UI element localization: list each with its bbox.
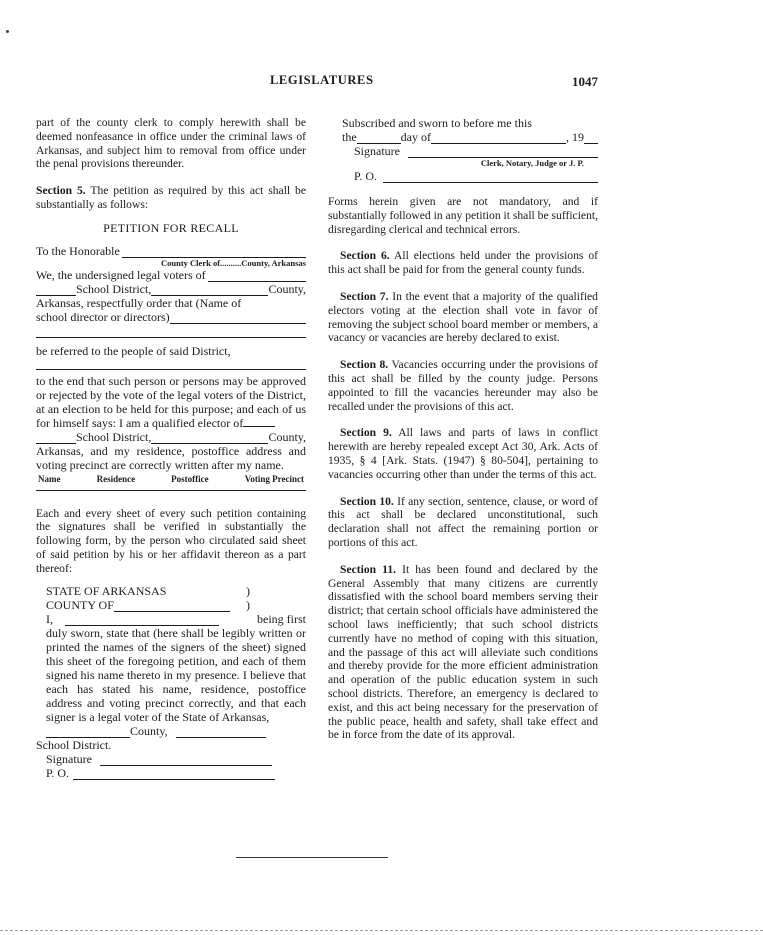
paragraph-county-clerk: part of the county clerk to comply herewith shall be deemed nonfeasance in office under the criminal laws of Arkansas, and subject him to removal from office under the penal provisions thereunder. xyxy=(36,116,306,171)
we-the-row xyxy=(36,268,306,282)
elector-blank xyxy=(243,417,275,427)
petition-title: PETITION FOR RECALL xyxy=(103,220,239,235)
paragraph-verification: Each and every sheet of every such petition containing the signatures shall be verified in substantially the following form, by the person who circulated said sheet of said petition by his or her affidavit thereon as a part thereof: xyxy=(36,506,306,575)
bracket-1: ) xyxy=(246,583,250,598)
elector-text-body: to the end that such person or persons may be approved or rejected by the vote of the legal voters of the District, at an election to be held for this purpose; and each of us for himself says: I am a qualified elector of xyxy=(36,373,306,430)
right-po-row xyxy=(328,169,598,183)
state-label: STATE OF ARKANSAS xyxy=(46,583,167,598)
signature-columns xyxy=(36,472,306,486)
we-the-label: We, the undersigned legal voters of xyxy=(36,267,206,282)
referred-text: be referred to the people of said District, xyxy=(36,343,231,358)
affiant-blank xyxy=(65,616,219,626)
scan-speck xyxy=(6,30,9,33)
the-label: the xyxy=(342,130,357,144)
left-po-label: P. O. xyxy=(46,765,70,780)
right-column xyxy=(328,116,598,742)
section-6-label: Section 6. xyxy=(340,249,390,263)
jurat-form xyxy=(328,116,598,183)
i-row xyxy=(46,612,306,626)
section-6 xyxy=(328,249,598,277)
left-column xyxy=(36,116,306,780)
left-signature-blank xyxy=(100,756,272,766)
director-label: school director or directors) xyxy=(36,309,170,324)
running-header: LEGISLATURES xyxy=(270,73,374,87)
section-5-label: Section 5. xyxy=(36,184,86,198)
order-text: Arkansas, respectfully order that (Name of xyxy=(36,295,242,310)
date-row xyxy=(328,130,598,144)
to-the-honorable-row xyxy=(36,244,306,258)
school-district-row xyxy=(36,282,306,296)
left-signature-row xyxy=(46,752,306,766)
honorable-blank xyxy=(122,248,306,258)
section-10-label: Section 10. xyxy=(340,494,394,508)
school-district-3: School District. xyxy=(36,737,112,752)
day-of-label: day of xyxy=(400,130,431,144)
director-blank xyxy=(170,314,306,324)
section-7-label: Section 7. xyxy=(340,289,389,303)
section-6-text: All elections held under the provisions of this act shall be paid for from the general county funds. xyxy=(328,249,598,277)
day-blank xyxy=(357,134,401,144)
month-blank xyxy=(431,134,566,144)
district-blank xyxy=(36,286,76,296)
scan-edge xyxy=(0,930,763,931)
left-po-row xyxy=(46,766,306,780)
county-label-3: County, xyxy=(130,723,168,738)
left-signature-label: Signature xyxy=(46,751,92,766)
school-district-label: School District, xyxy=(76,281,152,296)
col-voting-precinct: Voting Precinct xyxy=(244,473,304,484)
footer-rule xyxy=(236,857,388,858)
right-signature-label: Signature xyxy=(354,144,400,158)
section-5-text: The petition as required by this act shall be substantially as follows: xyxy=(36,184,306,211)
section-11-text: It has been found and declared by the General Assembly that many citizens are currently dissatisfied with the school board members serving their district; that certain school officials have administered the school laws inefficiently; that such school districts currently have no method of coping with this situation, and the passage of this act will alleviate such conditions and thereby provide for the more efficient administration and operation of the public education system in such school districts. Therefore, an emergency is declared to exist, and this act being necessary for the preservation of the public peace, health and safety, shall take effect and be in force from the date of its approval. xyxy=(328,562,598,742)
school-district-label-2: School District, xyxy=(76,429,152,444)
section-10 xyxy=(328,495,598,550)
petition-form xyxy=(36,244,306,491)
section-11-label: Section 11. xyxy=(340,562,397,576)
elector-text xyxy=(36,374,306,430)
bracket-2: ) xyxy=(246,597,250,612)
residence-text: Arkansas, and my residence, postoffice address and voting precinct are correctly written after my name. xyxy=(36,443,306,472)
i-label: I, xyxy=(46,611,53,626)
county-blank-3 xyxy=(46,728,130,738)
county-of-blank xyxy=(114,602,230,612)
county-of-row xyxy=(46,598,306,612)
clerk-caption: Clerk, Notary, Judge or J. P. xyxy=(480,158,584,168)
right-signature-blank xyxy=(408,148,598,158)
director-row xyxy=(36,310,306,324)
col-name: Name xyxy=(38,473,61,484)
section-9 xyxy=(328,426,598,481)
county-label-2: County, xyxy=(268,429,306,444)
section-8-text: Vacancies occurring under the provisions of this act shall be filled by the county judge. Persons appointed to fill the vacancies hereunder may also be recalled under the provisions of this act. xyxy=(328,358,598,413)
section-9-text: All laws and parts of laws in conflict herewith are hereby repealed except Act 30, Ark. Acts of 1935, § 4 [Ark. Stats. (1947) § 80-504], pertaining to vacancies occurring other than under the terms of this act. xyxy=(328,426,599,481)
section-7-text: In the event that a majority of the qualified electors voting at the election shall vote in favor of removing the subject school board member or members, a vacancy or vacancies are hereby declared to exist. xyxy=(328,289,598,345)
year-label: , 19 xyxy=(566,130,584,144)
county-blank xyxy=(151,286,268,296)
left-po-blank xyxy=(73,770,275,780)
voters-blank xyxy=(208,272,306,282)
subscribed-text: Subscribed and sworn to before me this xyxy=(342,116,532,130)
county-blank-2 xyxy=(151,434,268,444)
district-blank-2 xyxy=(36,434,76,444)
section-8-label: Section 8. xyxy=(340,358,389,372)
right-po-blank xyxy=(383,173,598,183)
paragraph-forms: Forms herein given are not mandatory, and if substantially followed in any petition it shall be sufficient, disregarding clerical and technical errors. xyxy=(328,195,598,236)
year-blank xyxy=(584,134,598,144)
col-residence: Residence xyxy=(96,473,136,484)
section-5 xyxy=(36,184,306,212)
county-blank-4 xyxy=(176,728,266,738)
being-first-label: being first xyxy=(257,611,306,626)
affidavit-form xyxy=(36,584,306,780)
section-8 xyxy=(328,358,598,413)
state-row xyxy=(46,584,306,598)
section-7 xyxy=(328,290,598,345)
right-signature-row xyxy=(328,144,598,158)
to-the-label: To the Honorable xyxy=(36,243,120,258)
section-10-text: If any section, sentence, clause, or word of this act shall be declared unconstitutional, such declaration shall not affect the remaining portion or portions of this act. xyxy=(328,494,598,549)
county-label: County, xyxy=(268,281,306,296)
affidavit-text: duly sworn, state that (here shall be legibly written or printed the names of the signers of the sheet) signed this sheet of the foregoing petition, and each of them signed his name thereto in my presence. I believe that each has stated his name, residence, postoffice address and voting precinct correctly, and that each signer is a legal voter of the State of Arkansas, xyxy=(46,625,306,724)
section-11 xyxy=(328,563,598,742)
page-number: 1047 xyxy=(572,74,598,89)
section-9-label: Section 9. xyxy=(340,426,392,440)
clerk-line: County Clerk of..........County, Arkansas xyxy=(161,257,306,268)
school-district-row-2 xyxy=(36,430,306,444)
col-postoffice: Postoffice xyxy=(171,473,209,484)
county-of-label: COUNTY OF xyxy=(46,597,114,612)
county-row-3 xyxy=(46,724,306,738)
right-po-label: P. O. xyxy=(354,169,378,183)
